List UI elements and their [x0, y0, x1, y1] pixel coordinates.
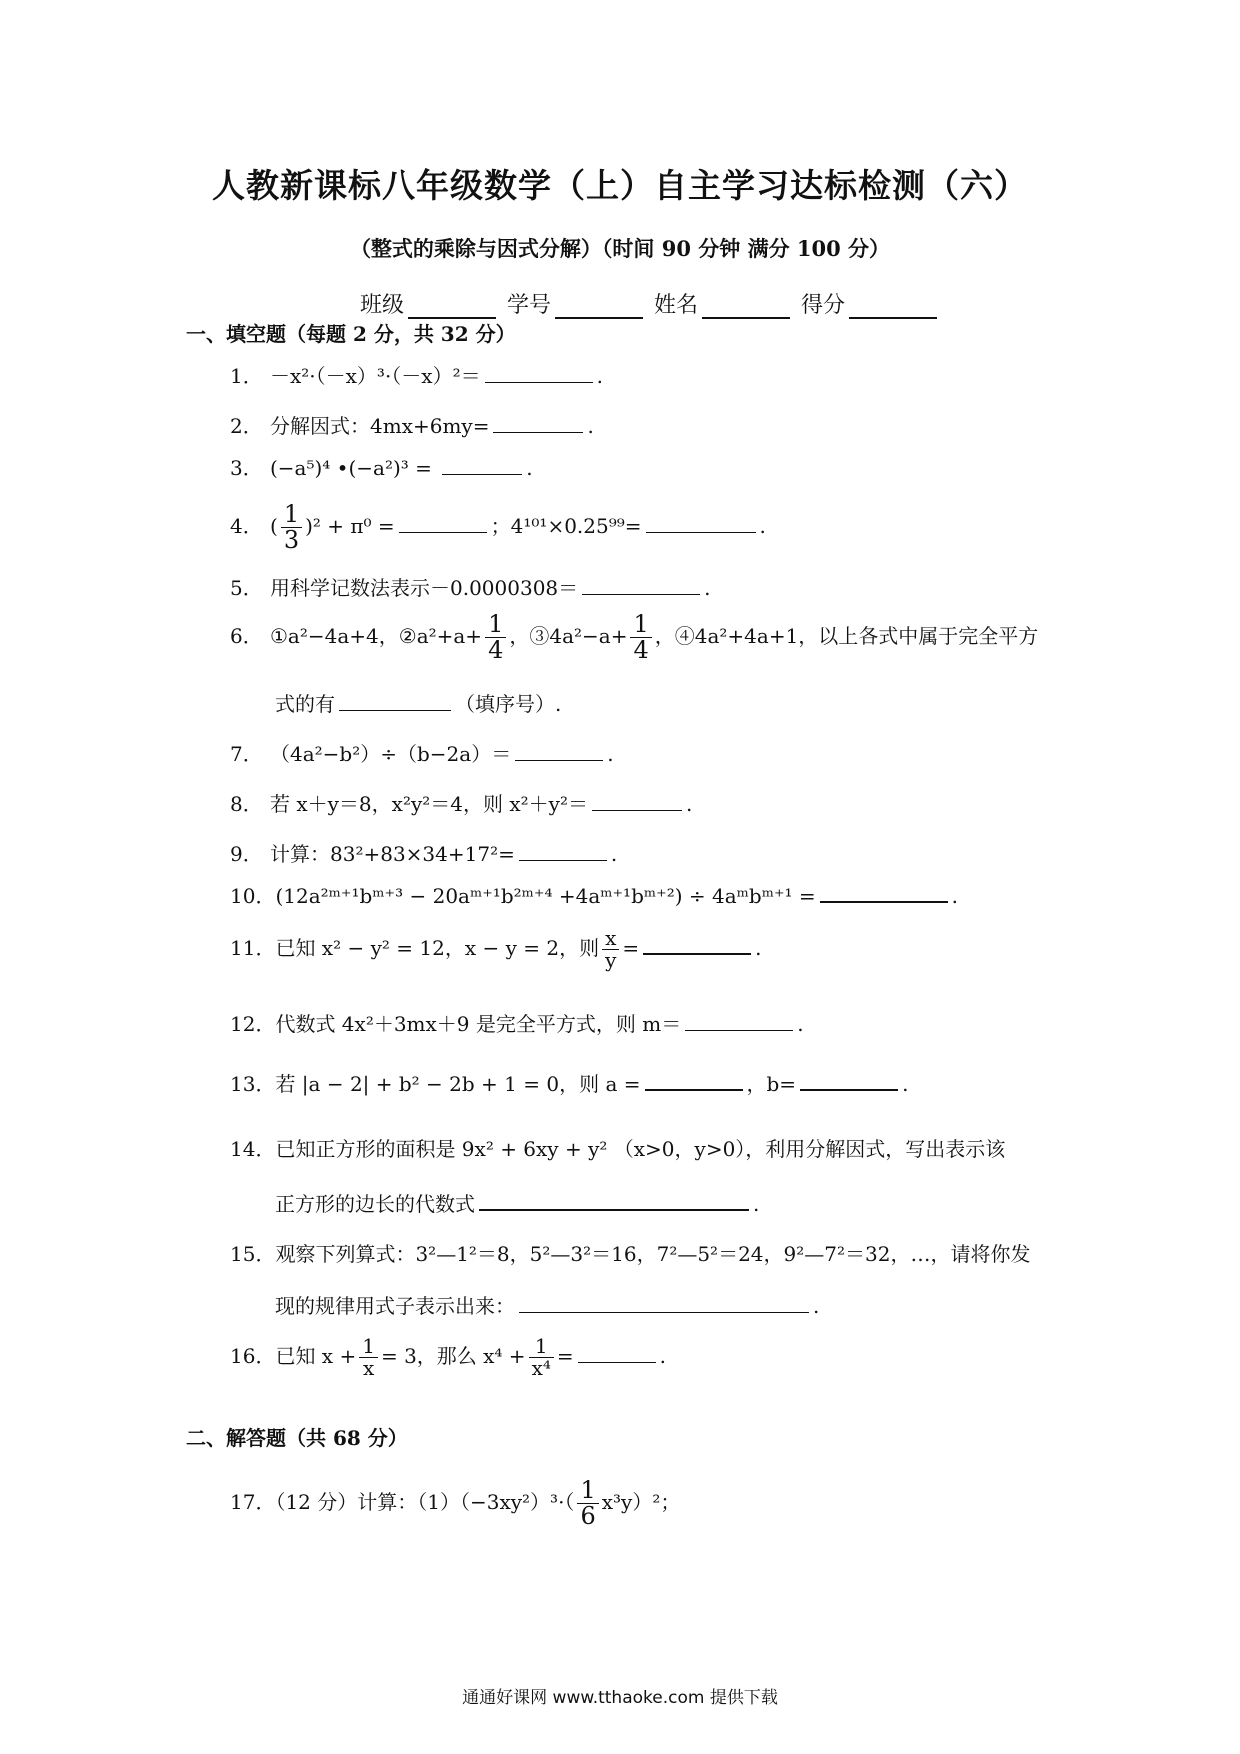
question-number: 13． [230, 1072, 276, 1096]
question-text: 观察下列算式：3²—1²＝8，5²—3²＝16，7²—5²＝24，9²—7²＝32，…，请将你发 [275, 1242, 1031, 1266]
period: . [610, 842, 618, 866]
answer-blank[interactable] [685, 1012, 793, 1031]
question-14 [230, 1133, 1005, 1162]
question-7 [230, 738, 614, 767]
question-15-line-2 [275, 1290, 819, 1319]
fraction [529, 1336, 554, 1379]
denominator: x⁴ [531, 1356, 551, 1380]
question-text: 若 |a − 2| + b² − 2b + 1 = 0，则 a = [275, 1072, 641, 1096]
name-label: 姓名 [654, 293, 699, 318]
question-5 [230, 572, 711, 601]
fraction [485, 612, 506, 663]
denominator: y [605, 948, 617, 972]
question-text: 已知 x² − y² = 12，x − y = 2，则 [275, 936, 600, 960]
numerator: 1 [359, 1336, 378, 1358]
question-number: 2． [230, 414, 263, 438]
question-2 [230, 410, 594, 439]
question-text: ，b= [746, 1072, 797, 1096]
question-text: ①a²−4a+4，②a²+a+ [270, 624, 483, 649]
question-text: 正方形的边长的代数式 [275, 1192, 475, 1216]
answer-blank[interactable] [519, 1294, 809, 1313]
period: . [753, 1192, 760, 1216]
question-text: 代数式 4x²＋3mx＋9 是完全平方式，则 m＝ [275, 1012, 682, 1036]
question-text: 若 x＋y＝8，x²y²＝4，则 x²＋y²＝ [270, 792, 588, 816]
class-label: 班级 [360, 293, 405, 318]
student-info-row [360, 288, 941, 319]
question-6-line-2 [275, 688, 561, 717]
question-6 [230, 612, 1038, 663]
period: . [797, 1012, 804, 1036]
question-text: －x²·（－x）³·（－x）²＝ [270, 364, 481, 388]
question-8 [230, 788, 692, 817]
question-4: 4． ( $\frac{1}{3}$ )² + π⁰ = ；4¹⁰¹×0.25⁹⁹= . [230, 500, 766, 555]
numerator: 1 [630, 612, 651, 638]
answer-blank[interactable] [479, 1191, 749, 1211]
denominator: 4 [488, 636, 504, 665]
answer-blank[interactable] [578, 1344, 656, 1363]
answer-blank[interactable] [493, 414, 583, 433]
period: . [704, 576, 711, 600]
question-text: 分解因式：4mx+6my= [270, 414, 490, 438]
denominator: 3 [283, 526, 300, 555]
question-9 [230, 838, 617, 867]
numerator: x [602, 928, 619, 950]
question-text: 计算：83²+83×34+17²= [270, 842, 515, 866]
denominator: 4 [633, 636, 649, 665]
page-subtitle: （整式的乘除与因式分解）（时间 90 分钟 满分 100 分） [349, 236, 891, 261]
question-1 [230, 360, 603, 389]
answer-blank[interactable] [399, 514, 487, 533]
question-text: （4a²−b²）÷（b−2a）＝ [270, 742, 512, 766]
fraction [281, 502, 302, 553]
period: . [659, 1344, 666, 1368]
answer-blank[interactable] [820, 883, 948, 903]
fraction [577, 1478, 598, 1529]
answer-blank[interactable] [442, 456, 522, 475]
denominator: 6 [580, 1502, 596, 1531]
question-17 [230, 1478, 680, 1529]
question-text: 17．（12 分）计算：（1）（−3xy²）³·（ [230, 1490, 575, 1515]
question-number: 1． [230, 364, 263, 388]
numerator: 1 [577, 1478, 598, 1504]
footer-text: 通通好课网 www.tthaoke.com 提供下载 [462, 1688, 778, 1708]
numerator: 1 [529, 1336, 554, 1358]
period: . [596, 364, 603, 388]
question-text: ，③4a²−a+ [509, 624, 628, 649]
answer-blank[interactable] [582, 576, 700, 595]
question-text: ；4¹⁰¹×0.25⁹⁹= [490, 514, 642, 539]
id-blank[interactable] [555, 295, 643, 319]
question-text: 式的有 [275, 692, 335, 716]
question-text: ，④4a²+4a+1，以上各式中属于完全平方 [654, 624, 1039, 649]
class-blank[interactable] [408, 295, 496, 319]
period: . [951, 884, 959, 908]
question-number: 16． [230, 1344, 276, 1368]
score-blank[interactable] [849, 295, 937, 319]
question-number: 4． [230, 514, 263, 539]
question-10 [230, 880, 958, 909]
question-11 [230, 928, 762, 971]
question-13 [230, 1068, 908, 1097]
question-14-line-2 [275, 1188, 759, 1217]
question-16 [230, 1336, 666, 1379]
question-number: 8． [230, 792, 263, 816]
period: . [902, 1072, 909, 1096]
answer-blank[interactable] [643, 935, 751, 955]
answer-blank[interactable] [645, 1071, 743, 1091]
fraction [359, 1336, 378, 1379]
denominator: x [362, 1356, 375, 1380]
question-number: 15． [230, 1242, 276, 1266]
question-number: 11． [230, 936, 276, 960]
period: . [813, 1294, 820, 1318]
question-text: x³y）²； [601, 1490, 681, 1515]
question-number: 12． [230, 1012, 276, 1036]
answer-blank[interactable] [515, 742, 603, 761]
question-number: 14． [230, 1137, 276, 1161]
question-number: 10． [230, 884, 276, 908]
question-text: (−a⁵)⁴ •(−a²)³ = [270, 456, 439, 480]
question-text: 用科学记数法表示－0.0000308＝ [270, 576, 579, 600]
period: . [607, 742, 614, 766]
fraction [630, 612, 651, 663]
question-text: = [556, 1344, 574, 1368]
period: . [755, 936, 762, 960]
answer-blank[interactable] [646, 514, 756, 533]
period: . [526, 456, 533, 480]
question-text: 现的规律用式子表示出来： [275, 1294, 515, 1318]
question-number: 5． [230, 576, 263, 600]
page-title: 人教新课标八年级数学（上）自主学习达标检测（六） [212, 166, 1028, 205]
section-2-heading: 二、解答题（共 68 分） [186, 1426, 408, 1450]
question-text: 已知正方形的面积是 9x² + 6xy + y² （x>0，y>0），利用分解因式，写出表示该 [275, 1137, 1006, 1161]
question-text: = [622, 936, 640, 960]
answer-blank[interactable] [339, 692, 451, 711]
question-12 [230, 1008, 804, 1037]
question-text: )² + π⁰ = [305, 514, 395, 539]
answer-blank[interactable] [800, 1071, 898, 1091]
period: . [759, 514, 766, 539]
question-3 [230, 452, 533, 481]
answer-blank[interactable] [592, 792, 682, 811]
answer-blank[interactable] [485, 364, 593, 383]
question-number: 7． [230, 742, 263, 766]
period: . [685, 792, 693, 816]
question-text: = 3，那么 x⁴ + [380, 1344, 526, 1368]
question-text: (12a²ᵐ⁺¹bᵐ⁺³ − 20aᵐ⁺¹b²ᵐ⁺⁴ +4aᵐ⁺¹bᵐ⁺²) ÷ 4aᵐbᵐ⁺¹ = [275, 884, 816, 908]
period: . [587, 414, 594, 438]
question-15 [230, 1238, 1030, 1267]
numerator: 1 [485, 612, 506, 638]
numerator: 1 [281, 502, 302, 528]
name-blank[interactable] [702, 295, 790, 319]
question-number: 9． [230, 842, 263, 866]
question-number: 3． [230, 456, 263, 480]
question-text: 已知 x + [275, 1344, 357, 1368]
id-label: 学号 [507, 293, 552, 318]
question-text: （填序号）. [455, 692, 562, 716]
section-1-heading: 一、填空题（每题 2 分，共 32 分） [186, 322, 516, 346]
score-label: 得分 [801, 293, 846, 318]
answer-blank[interactable] [519, 842, 607, 861]
question-number: 6． [230, 624, 263, 649]
fraction [602, 928, 619, 971]
